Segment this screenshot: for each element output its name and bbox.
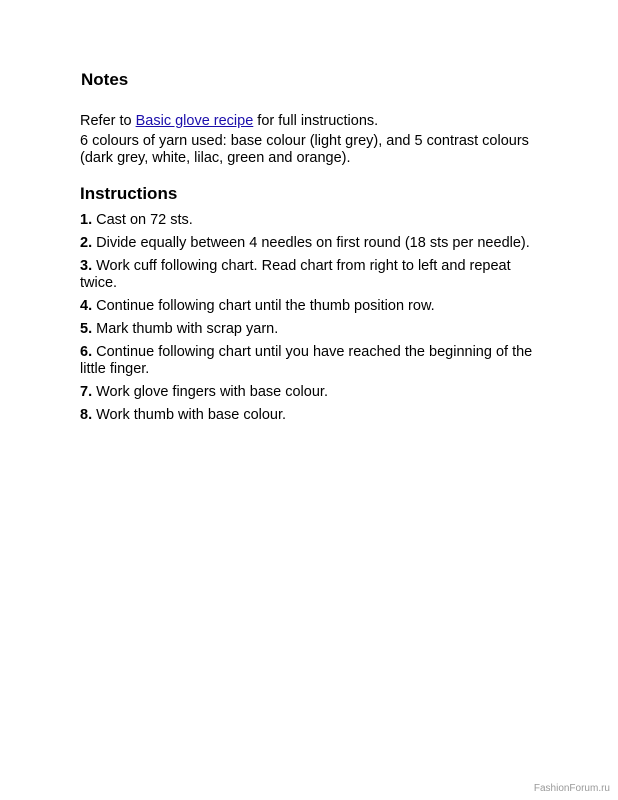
step-number: 1. xyxy=(80,212,93,228)
step-number: 5. xyxy=(80,321,93,337)
step-number: 8. xyxy=(80,407,93,423)
refer-paragraph xyxy=(80,113,550,130)
instruction-step xyxy=(80,384,550,401)
instructions-list xyxy=(80,212,550,430)
step-text: Continue following chart until the thumb position row. xyxy=(92,298,435,314)
instruction-step xyxy=(80,235,550,252)
step-text: Cast on 72 sts. xyxy=(92,212,193,228)
step-number: 6. xyxy=(80,344,93,360)
step-number: 3. xyxy=(80,258,93,274)
step-text: Work glove fingers with base colour. xyxy=(92,384,328,400)
instruction-step xyxy=(80,298,550,315)
instruction-step xyxy=(80,344,550,378)
step-number: 7. xyxy=(80,384,93,400)
step-text: Continue following chart until you have reached the beginning of the little finger. xyxy=(80,344,533,377)
notes-body xyxy=(80,113,550,170)
step-text: Divide equally between 4 needles on first round (18 sts per needle). xyxy=(92,235,530,251)
step-text: Mark thumb with scrap yarn. xyxy=(92,321,279,337)
basic-glove-recipe-link[interactable]: Basic glove recipe xyxy=(135,113,254,129)
step-number: 4. xyxy=(80,298,93,314)
site-watermark: FashionForum.ru xyxy=(533,783,610,794)
refer-prefix: Refer to xyxy=(80,113,136,129)
instruction-step xyxy=(80,321,550,338)
yarn-paragraph: 6 colours of yarn used: base colour (light grey), and 5 contrast colours (dark grey, white, lilac, green and orange). xyxy=(80,133,529,166)
step-text: Work thumb with base colour. xyxy=(92,407,287,423)
step-number: 2. xyxy=(80,235,93,251)
refer-suffix: for full instructions. xyxy=(253,113,379,129)
instruction-step xyxy=(80,258,550,292)
notes-heading: Notes xyxy=(81,70,129,89)
instruction-step xyxy=(80,407,550,424)
instruction-step xyxy=(80,212,550,229)
step-text: Work cuff following chart. Read chart from right to left and repeat twice. xyxy=(80,258,511,291)
instructions-heading: Instructions xyxy=(80,184,178,203)
